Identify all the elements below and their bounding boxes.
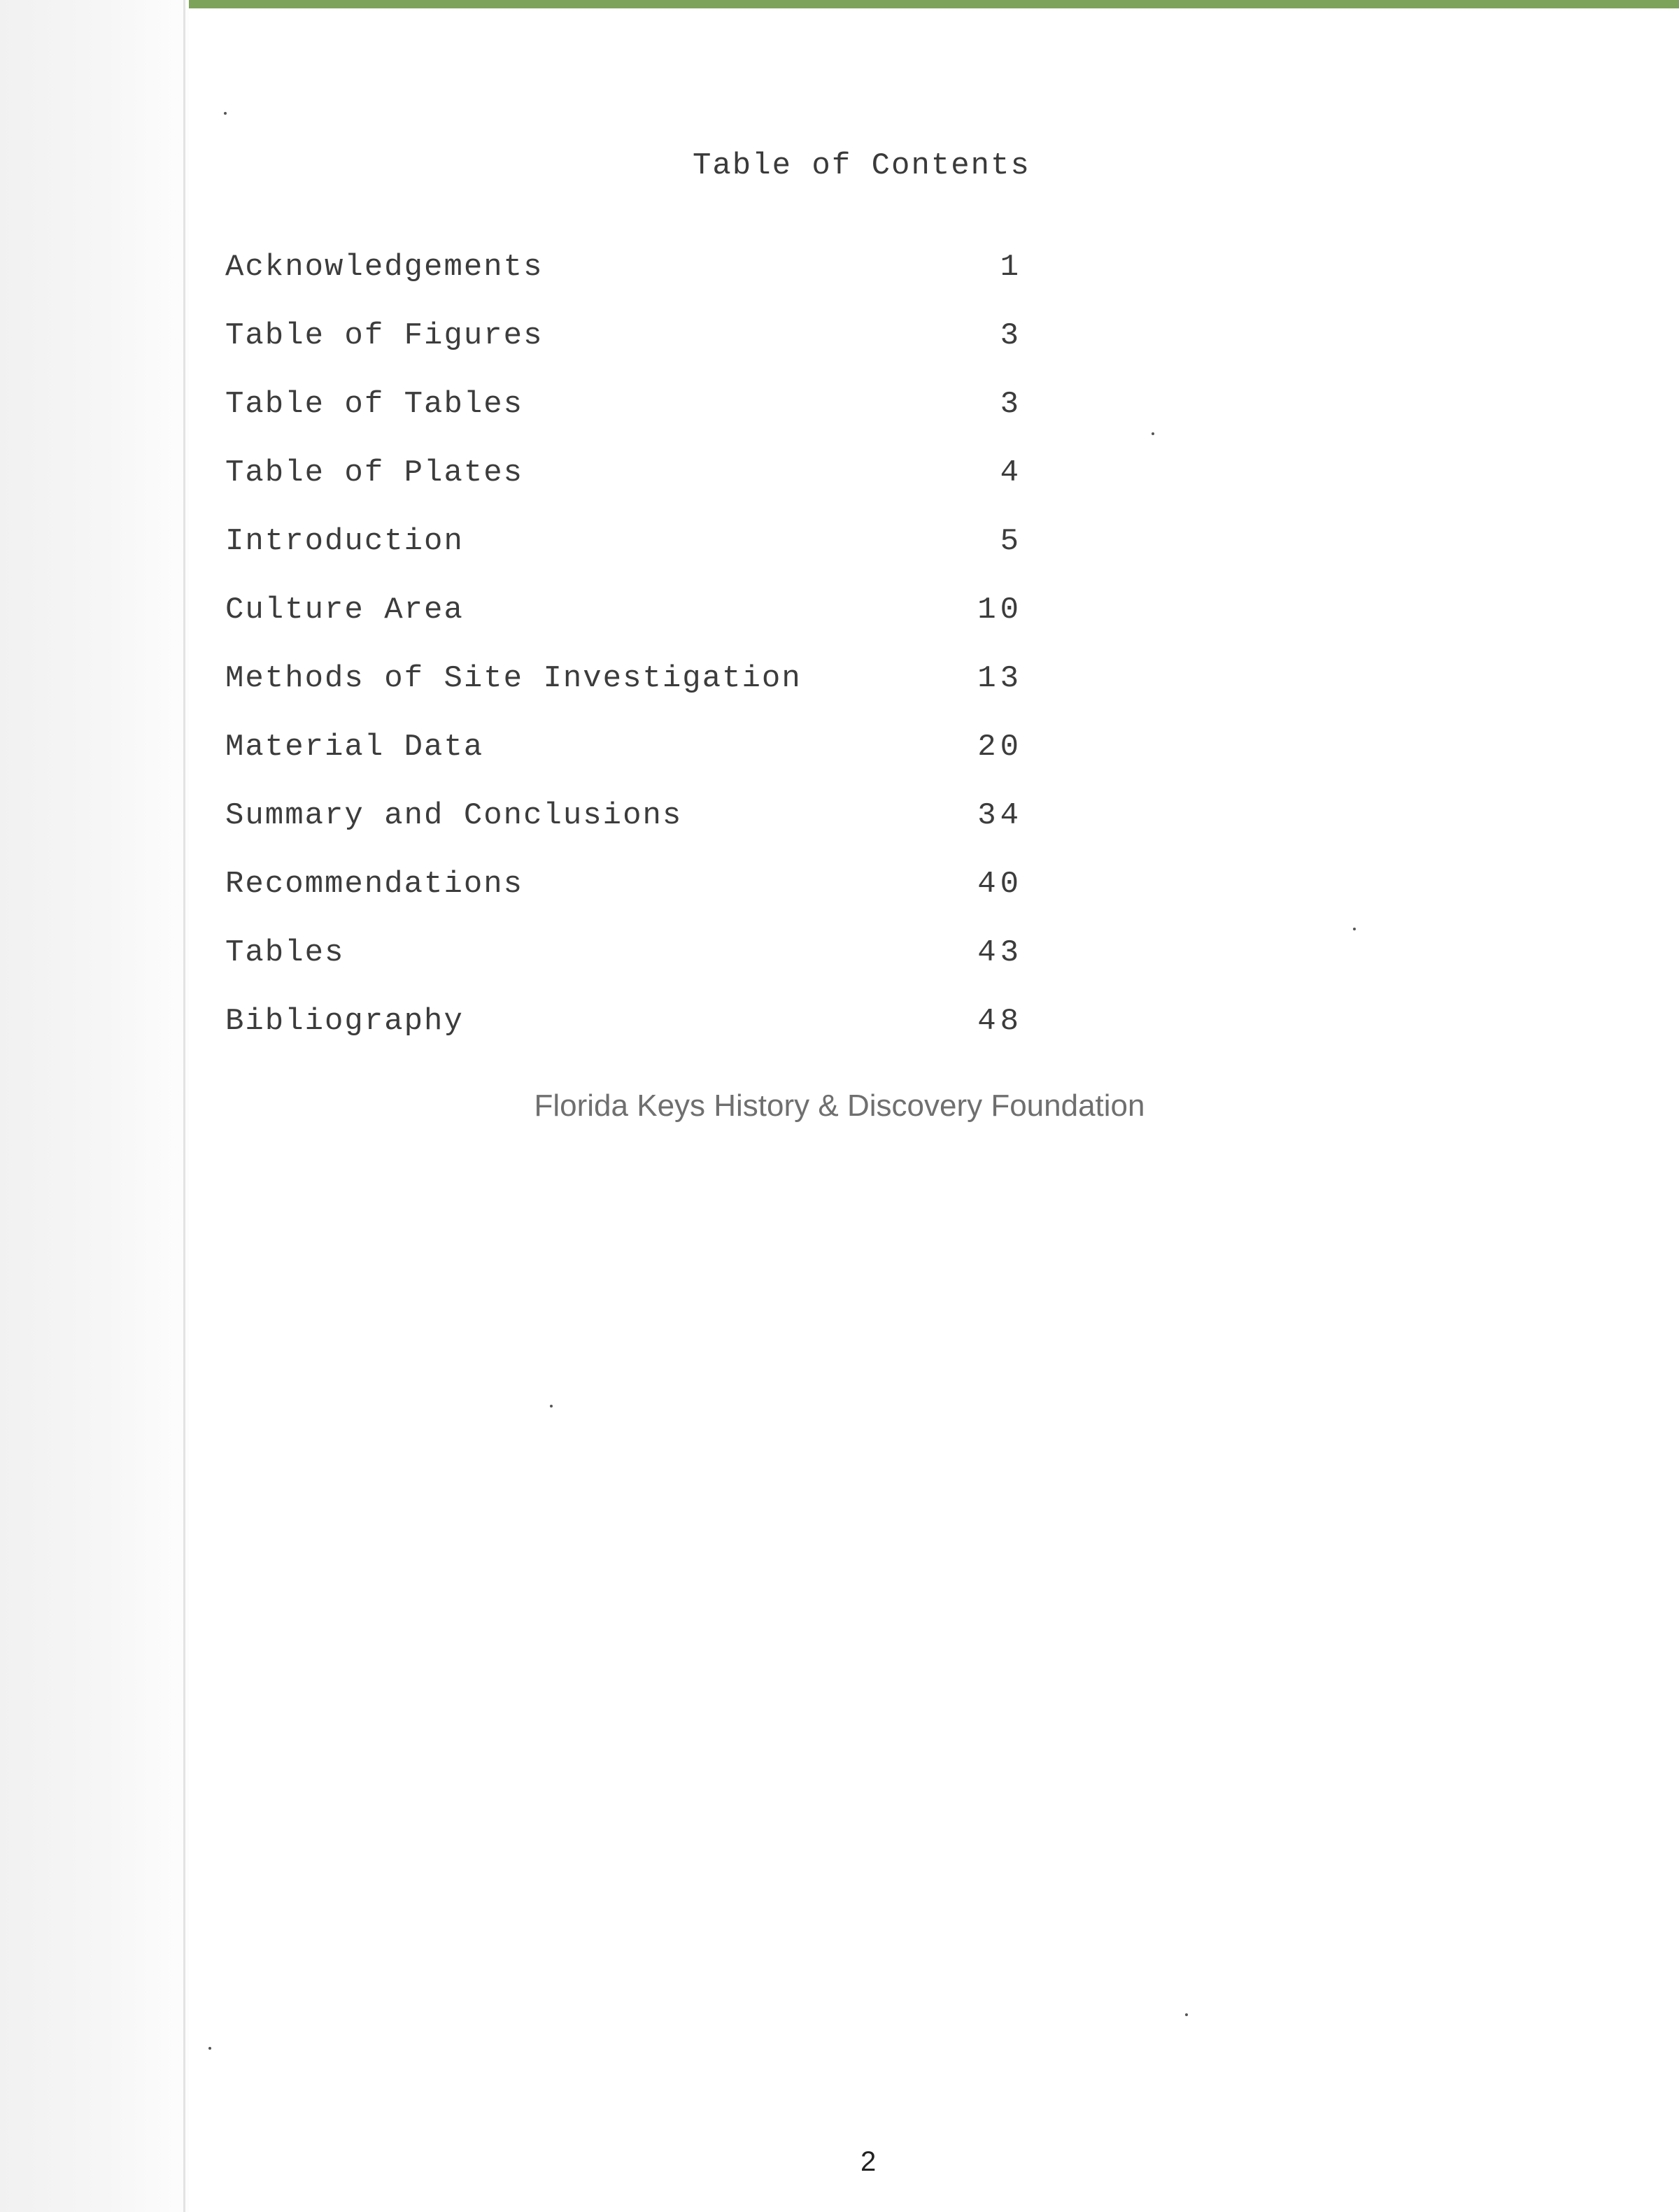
toc-entry-label: Table of Plates: [225, 455, 524, 490]
scan-speck: [1185, 2013, 1188, 2016]
toc-entry: [225, 661, 1023, 730]
scan-speck: [1152, 432, 1154, 435]
toc-entry: [225, 1004, 1023, 1072]
toc-entry-label: Recommendations: [225, 867, 524, 902]
toc-entry: [225, 798, 1023, 867]
toc-entry-label: Methods of Site Investigation: [225, 661, 802, 696]
page-number: 2: [860, 2146, 877, 2177]
toc-entry-page: 1: [1000, 250, 1023, 285]
toc-entry: [225, 250, 1023, 318]
toc-entry-label: Introduction: [225, 524, 464, 559]
toc-entry-page: 3: [1000, 318, 1023, 353]
toc-entry-page: 40: [977, 867, 1023, 902]
toc-entry: [225, 867, 1023, 935]
toc-entry-page: 5: [1000, 524, 1023, 559]
toc-entry-page: 4: [1000, 455, 1023, 490]
toc-entry-page: 34: [977, 798, 1023, 833]
toc-entry-page: 43: [977, 935, 1023, 970]
scan-speck: [1353, 928, 1356, 930]
toc-entry-label: Tables: [225, 935, 345, 970]
toc-entry-label: Table of Figures: [225, 318, 544, 353]
scan-top-border: [0, 0, 1679, 8]
toc-entry-page: 13: [977, 661, 1023, 696]
toc-entry: [225, 935, 1023, 1004]
toc-entry: [225, 455, 1023, 524]
toc-entry: [225, 387, 1023, 455]
scan-speck: [224, 112, 227, 115]
toc-entry: [225, 524, 1023, 593]
toc-entry: [225, 318, 1023, 387]
toc-title: Table of Contents: [693, 148, 1030, 183]
toc-entry: [225, 593, 1023, 661]
toc-entry-label: Table of Tables: [225, 387, 524, 422]
toc-entry-label: Culture Area: [225, 593, 464, 628]
toc-entry-label: Bibliography: [225, 1004, 464, 1039]
toc-entry-page: 20: [977, 730, 1023, 765]
toc-entry-page: 3: [1000, 387, 1023, 422]
toc-entry-label: Summary and Conclusions: [225, 798, 683, 833]
scan-speck: [208, 2047, 211, 2050]
toc-entry-page: 48: [977, 1004, 1023, 1039]
scan-speck: [550, 1405, 553, 1408]
toc-entry-label: Material Data: [225, 730, 484, 765]
watermark: Florida Keys History & Discovery Foundation: [534, 1089, 1145, 1123]
toc-entry: [225, 730, 1023, 798]
toc-list: [225, 250, 1023, 1072]
toc-entry-page: 10: [977, 593, 1023, 628]
toc-entry-label: Acknowledgements: [225, 250, 544, 285]
